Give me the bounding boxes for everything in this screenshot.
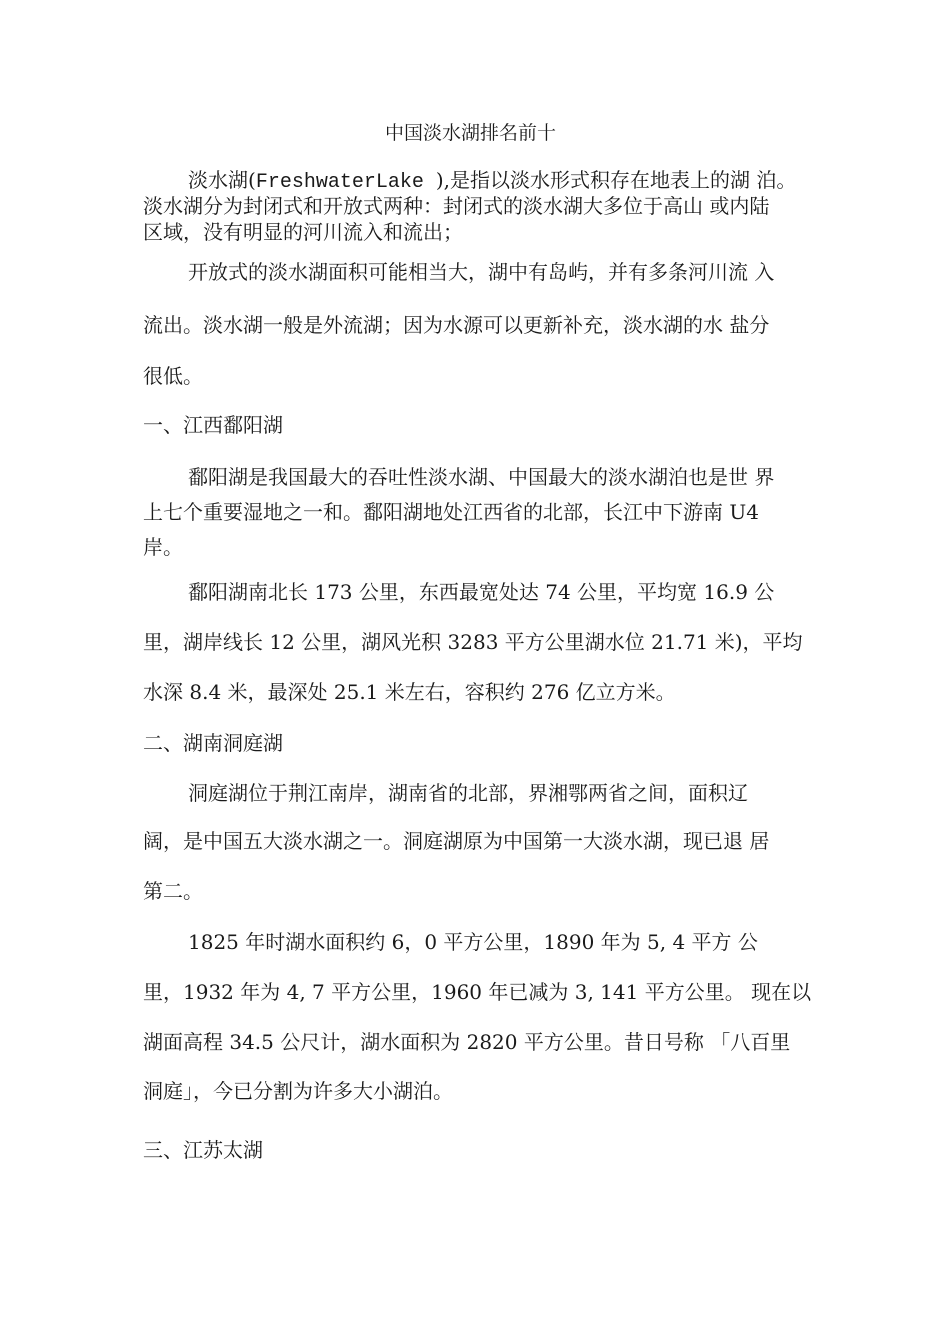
intro-english-term: FreshwaterLake xyxy=(255,171,436,194)
open-lakes-line-3: 很低。 xyxy=(143,364,203,388)
poyang-p1-line-3: 岸。 xyxy=(143,535,183,559)
intro-line-3: 区域，没有明显的河川流入和流出； xyxy=(143,220,463,244)
poyang-p2-line-2: 里，湖岸线长 12 公里，湖风光积 3283 平方公里湖水位 21.71 米)，平均 xyxy=(143,630,803,654)
dongting-p2-line-1: 1825 年时湖水面积约 6，0 平方公里，1890 年为 5, 4 平方 公 xyxy=(188,930,758,954)
open-lakes-line-1: 开放式的淡水湖面积可能相当大，湖中有岛屿，并有多条河川流 入 xyxy=(188,260,775,284)
poyang-p2-line-3: 水深 8.4 米，最深处 25.1 米左右，容积约 276 亿立方米。 xyxy=(143,680,676,704)
poyang-p1-line-1: 鄱阳湖是我国最大的吞吐性淡水湖、中国最大的淡水湖泊也是世 界 xyxy=(188,465,775,489)
section-heading-taihu: 三、江苏太湖 xyxy=(143,1138,263,1162)
dongting-p1-line-3: 第二。 xyxy=(143,879,203,903)
dongting-p1-line-2: 阔，是中国五大淡水湖之一。洞庭湖原为中国第一大淡水湖，现已退 居 xyxy=(143,829,770,853)
intro-line-1-suffix: ),是指以淡水形式积存在地表上的湖 泊。 xyxy=(435,168,797,192)
document-title: 中国淡水湖排名前十 xyxy=(385,122,557,144)
intro-line-1 xyxy=(188,168,796,195)
dongting-p2-line-3: 湖面高程 34.5 公尺计，湖水面积为 2820 平方公里。昔日号称 「八百里 xyxy=(143,1030,791,1054)
poyang-p1-line-2: 上七个重要湿地之一和。鄱阳湖地处江西省的北部，长江中下游南 U4 xyxy=(143,500,759,524)
dongting-p1-line-1: 洞庭湖位于荆江南岸，湖南省的北部，界湘鄂两省之间，面积辽 xyxy=(188,781,748,805)
open-lakes-line-2: 流出。淡水湖一般是外流湖；因为水源可以更新补充，淡水湖的水 盐分 xyxy=(143,313,770,337)
dongting-p2-line-4: 洞庭」，今已分割为许多大小湖泊。 xyxy=(143,1079,453,1103)
dongting-p2-line-2: 里，1932 年为 4, 7 平方公里，1960 年已减为 3, 141 平方公里。 现在以 xyxy=(143,980,812,1004)
intro-line-1-prefix: 淡水湖( xyxy=(188,168,256,192)
intro-line-2: 淡水湖分为封闭式和开放式两种：封闭式的淡水湖大多位于高山 或内陆 xyxy=(143,194,770,218)
section-heading-dongting: 二、湖南洞庭湖 xyxy=(143,731,283,755)
poyang-p2-line-1: 鄱阳湖南北长 173 公里，东西最宽处达 74 公里，平均宽 16.9 公 xyxy=(188,580,775,604)
section-heading-poyang: 一、江西鄱阳湖 xyxy=(143,413,283,437)
